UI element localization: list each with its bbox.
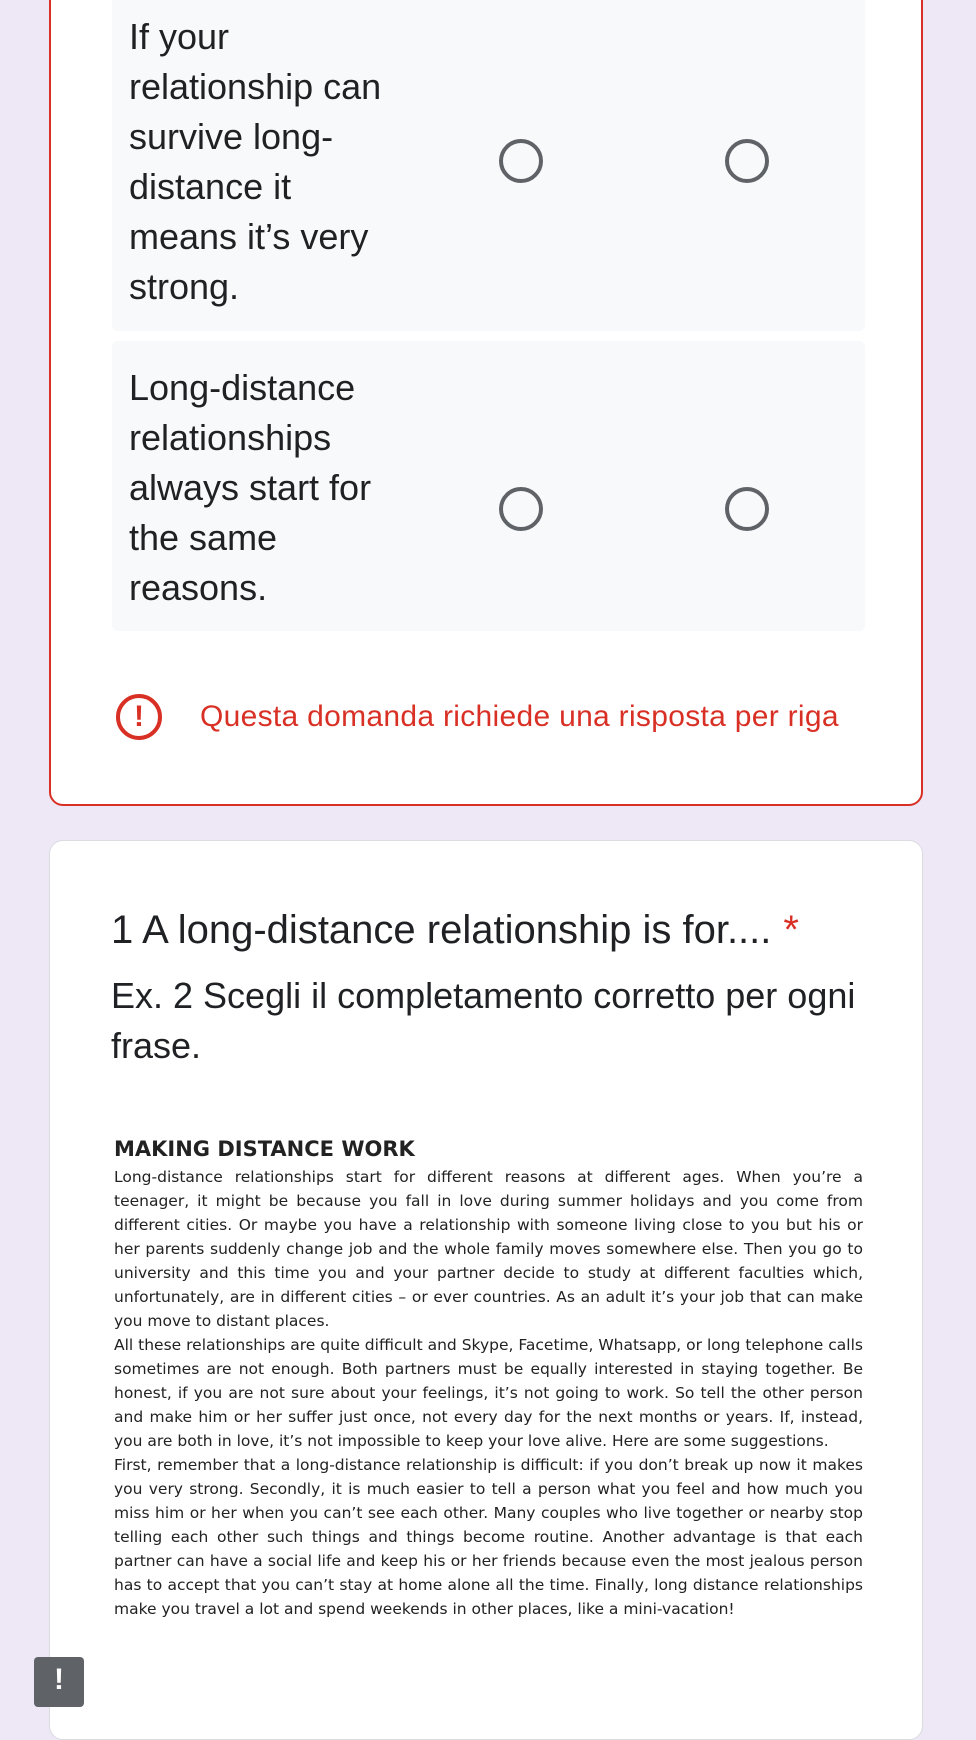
grid-row-2-label: Long-distance relationships always start for the same reasons.: [129, 367, 372, 608]
article-paragraph-2: All these relationships are quite difficult and Skype, Facetime, Whatsapp, or long telephone calls sometimes are not enough. Both partners must be equally interested in staying together. Be honest, if you are not sure about your feelings, it’s not going to work. So tell the other person and make him or her suffer just once, not every day for the next months or years. If, instead, you are both in love, it’s not impossible to keep your love alive. Here are some suggestions.: [114, 1336, 863, 1450]
article-paragraph-1: Long-distance relationships start for different reasons at different ages. When you’re a teenager, it might be because you fall in love during summer holidays and you come from different cities. Or maybe you have a relationship with someone living close to you but his or her parents suddenly change job and the whole family moves somewhere else. Then you go to university and this time you and your partner decide to study at different faculties which, unfortunately, are in different cities – or ever countries. As an adult it’s your job that can make you move to distant places.: [114, 1168, 863, 1330]
required-marker: *: [783, 908, 799, 952]
error-message: [116, 694, 839, 740]
grid-row-2: [112, 341, 865, 631]
question-title-text: 1 A long-distance relationship is for....: [111, 908, 772, 952]
report-badge-icon[interactable]: !: [34, 1657, 84, 1707]
grid-row-1-label: If your relationship can survive long-distance it means it’s very strong.: [129, 16, 382, 307]
grid-row-1-radio-1[interactable]: [499, 139, 543, 183]
article-paragraph-3: First, remember that a long-distance relationship is difficult: if you don’t break up now it makes you very strong. Secondly, it is much easier to tell a person what you feel and how much you miss him or her when you can’t see each other. Many couples who live together or nearby stop telling each other such things and things become routine. Another advantage is that each partner can have a social life and keep his or her friends because even the most jealous person has to accept that you can’t stay at home alone all the time. Finally, long distance relationships make you travel a lot and spend weekends in other places, like a mini-vacation!: [114, 1456, 863, 1618]
article-title: MAKING DISTANCE WORK: [114, 1137, 415, 1161]
error-text: Questa domanda richiede una risposta per riga: [200, 700, 839, 733]
error-icon: !: [116, 694, 162, 740]
grid-row-1: [112, 0, 865, 331]
grid-row-2-radio-1[interactable]: [499, 487, 543, 531]
question-title: [111, 905, 799, 955]
question-description: Ex. 2 Scegli il completamento corretto per ogni frase.: [111, 975, 856, 1066]
grid-row-1-radio-2[interactable]: [725, 139, 769, 183]
article-image: [114, 1135, 863, 1621]
grid-row-2-radio-2[interactable]: [725, 487, 769, 531]
